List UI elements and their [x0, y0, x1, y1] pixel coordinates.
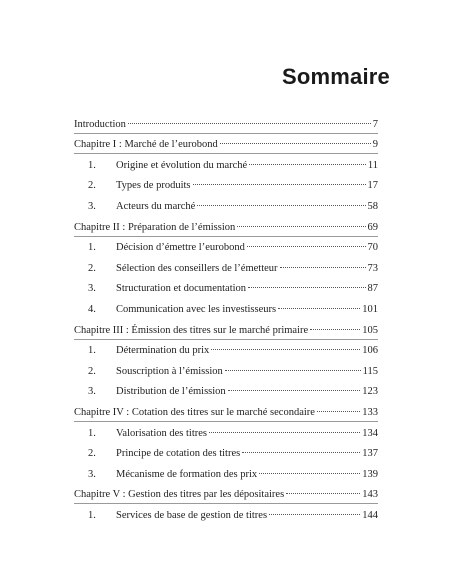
toc-entry-label: Structuration et documentation: [116, 283, 247, 295]
toc-entry-number: 1.: [88, 242, 96, 254]
toc-page-number: 58: [367, 200, 378, 212]
toc-entry-label: Principe de cotation des titres: [116, 448, 241, 460]
dot-leader: [225, 369, 361, 371]
toc-entry-number: 1.: [88, 427, 96, 439]
toc-section-entry[interactable]: [74, 298, 378, 319]
dot-leader: [220, 142, 371, 144]
toc-entry-label: Chapitre IV : Cotation des titres sur le marché secondaire: [74, 406, 315, 418]
dot-leader: [249, 163, 366, 165]
dot-leader: [242, 451, 360, 453]
toc-entry-label: Communication avec les investisseurs: [116, 303, 277, 315]
toc-chapter-entry[interactable]: [74, 216, 378, 237]
toc-entry-label: Acteurs du marché: [116, 200, 196, 212]
toc-chapter-entry[interactable]: [74, 134, 378, 155]
dot-leader: [247, 245, 366, 247]
toc-page-number: 139: [362, 468, 378, 480]
toc-entry-label: Chapitre V : Gestion des titres par les dépositaires: [74, 489, 285, 501]
page-title: Sommaire: [282, 64, 390, 89]
dot-leader: [197, 204, 365, 206]
toc-page-number: 144: [362, 509, 378, 521]
toc-entry-number: 4.: [88, 303, 96, 315]
toc-page-number: 143: [362, 489, 378, 501]
toc-entry-label: Chapitre I : Marché de l’eurobond: [74, 139, 218, 151]
toc-entry-label: Distribution de l’émission: [116, 386, 226, 398]
toc-page-number: 133: [362, 406, 378, 418]
toc-entry-label: Sélection des conseillers de l’émetteur: [116, 262, 278, 274]
dot-leader: [317, 410, 360, 412]
dot-leader: [259, 472, 360, 474]
dot-leader: [248, 286, 365, 288]
toc-entry-number: 1.: [88, 345, 96, 357]
toc-entry-label: Mécanisme de formation des prix: [116, 468, 258, 480]
toc-chapter-entry[interactable]: [74, 113, 378, 134]
toc-page-number: 87: [367, 283, 378, 295]
toc-entry-number: 1.: [88, 509, 96, 521]
toc-page-number: 115: [362, 365, 378, 377]
dot-leader: [209, 431, 360, 433]
dot-leader: [211, 348, 360, 350]
toc-section-entry[interactable]: [74, 463, 378, 484]
toc-page-number: 101: [362, 303, 378, 315]
toc-section-entry[interactable]: [74, 360, 378, 381]
toc-chapter-entry[interactable]: [74, 401, 378, 422]
toc-section-entry[interactable]: [74, 154, 378, 175]
toc-page-number: 17: [367, 180, 378, 192]
toc-entry-number: 3.: [88, 386, 96, 398]
dot-leader: [269, 513, 360, 515]
toc-entry-label: Introduction: [74, 118, 126, 130]
toc-page-number: 11: [367, 159, 378, 171]
toc-entry-label: Types de produits: [116, 180, 191, 192]
toc-page-number: 134: [362, 427, 378, 439]
toc-section-entry[interactable]: [74, 175, 378, 196]
toc-section-entry[interactable]: [74, 257, 378, 278]
toc-entry-label: Services de base de gestion de titres: [116, 509, 268, 521]
toc-entry-number: 2.: [88, 262, 96, 274]
dot-leader: [278, 307, 360, 309]
table-of-contents: [74, 113, 378, 525]
toc-page-number: 137: [362, 448, 378, 460]
dot-leader: [228, 389, 361, 391]
toc-entry-number: 2.: [88, 365, 96, 377]
toc-entry-label: Chapitre III : Émission des titres sur le marché primaire: [74, 324, 309, 336]
toc-entry-number: 3.: [88, 283, 96, 295]
toc-page-number: 9: [372, 139, 378, 151]
toc-page-number: 69: [367, 221, 378, 233]
toc-entry-label: Détermination du prix: [116, 345, 210, 357]
toc-entry-number: 2.: [88, 180, 96, 192]
dot-leader: [128, 122, 371, 124]
toc-entry-label: Origine et évolution du marché: [116, 159, 248, 171]
dot-leader: [193, 183, 366, 185]
toc-entry-label: Décision d’émettre l’eurobond: [116, 242, 245, 254]
toc-chapter-entry[interactable]: [74, 319, 378, 340]
toc-entry-number: 3.: [88, 200, 96, 212]
toc-entry-label: Souscription à l’émission: [116, 365, 223, 377]
toc-page-number: 73: [367, 262, 378, 274]
toc-section-entry[interactable]: [74, 237, 378, 258]
toc-entry-label: Chapitre II : Préparation de l’émission: [74, 221, 236, 233]
dot-leader: [237, 225, 365, 227]
toc-section-entry[interactable]: [74, 278, 378, 299]
toc-entry-label: Valorisation des titres: [116, 427, 207, 439]
dot-leader: [280, 266, 366, 268]
toc-entry-number: 1.: [88, 159, 96, 171]
dot-leader: [310, 328, 360, 330]
toc-entry-number: 2.: [88, 448, 96, 460]
toc-entry-number: 3.: [88, 468, 96, 480]
toc-section-entry[interactable]: [74, 381, 378, 402]
toc-section-entry[interactable]: [74, 195, 378, 216]
toc-page-number: 123: [362, 386, 378, 398]
toc-section-entry[interactable]: [74, 422, 378, 443]
toc-page-number: 106: [362, 345, 378, 357]
toc-page-number: 70: [367, 242, 378, 254]
dot-leader: [286, 492, 360, 494]
toc-section-entry[interactable]: [74, 504, 378, 525]
toc-page-number: 7: [372, 118, 378, 130]
toc-chapter-entry[interactable]: [74, 484, 378, 505]
toc-section-entry[interactable]: [74, 340, 378, 361]
toc-page-number: 105: [362, 324, 378, 336]
toc-section-entry[interactable]: [74, 443, 378, 464]
